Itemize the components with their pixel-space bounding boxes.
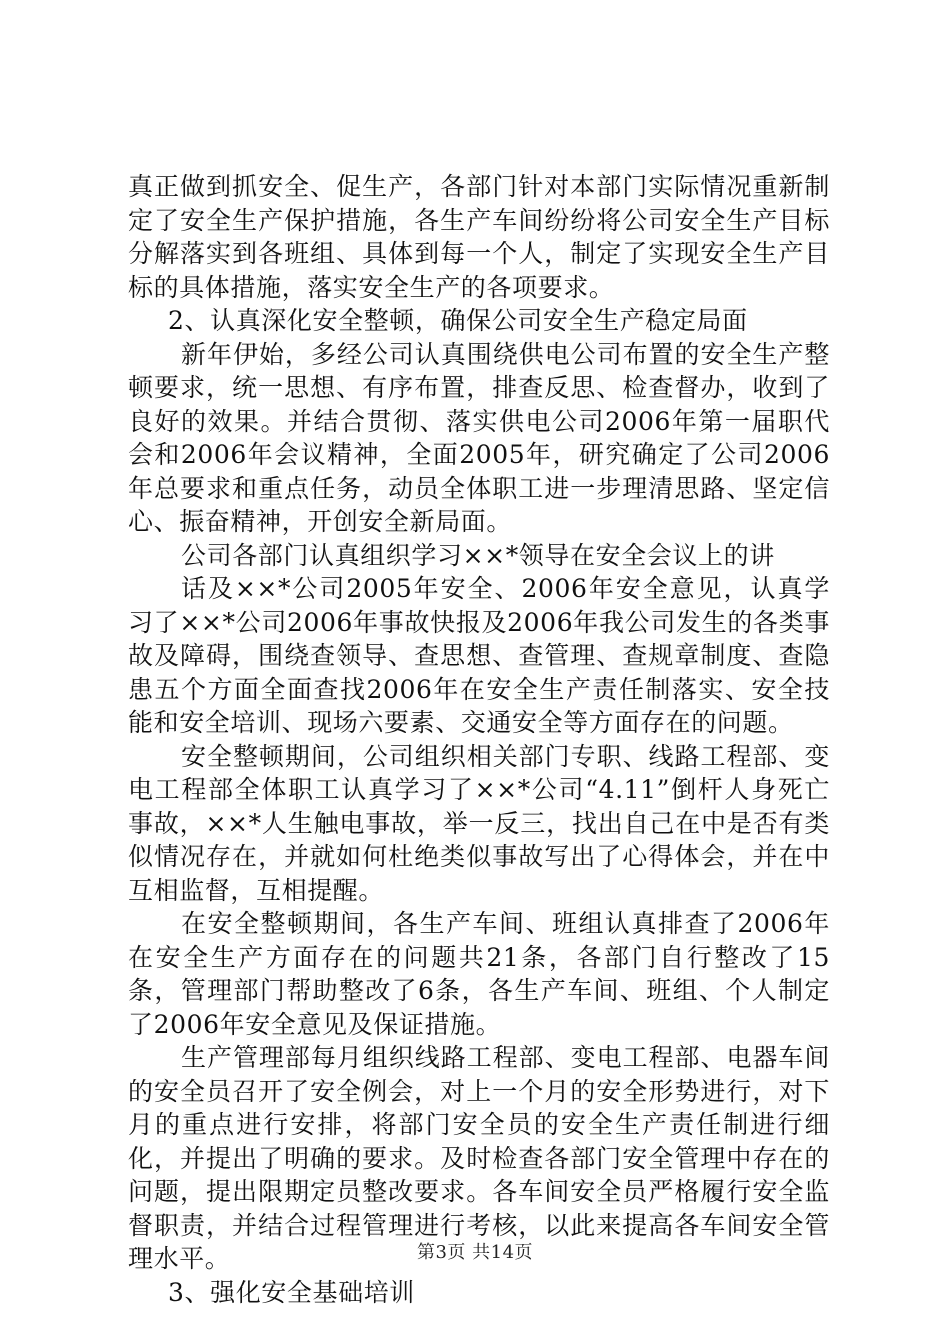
paragraph-monthly-meeting: 生产管理部每月组织线路工程部、变电工程部、电器车间的安全员召开了安全例会，对上一个月的安全形势进行，对下月的重点进行安排，将部门安全员的安全生产责任制进行细化，并提出了明确的要求。及时检查各部门安全管理中存在的问题，提出限期定员整改要求。各车间安全员严格履行安全监督职责，并结合过程管理进行考核，以此来提高各车间安全管理水平。 — [128, 1043, 830, 1273]
page-footer — [0, 1238, 950, 1264]
paragraph-1: 真正做到抓安全、促生产，各部门针对本部门实际情况重新制定了安全生产保护措施，各生产车间纷纷将公司安全生产目标分解落实到各班组、具体到每一个人，制定了实现安全生产目标的具体措施，落实安全生产的各项要求。 — [128, 172, 830, 302]
paragraph-rectification-period: 安全整顿期间，公司组织相关部门专职、线路工程部、变电工程部全体职工认真学习了××*公司“4.11”倒杆人身死亡事故，××*人生触电事故，举一反三，找出自己在中是否有类似情况存在，并就如何杜绝类似事故写出了心得体会，并在中互相监督，互相提醒。 — [128, 741, 830, 905]
page-number-label: 第3页 共14页 — [416, 1242, 534, 1263]
paragraph-study-reports: 话及××*公司2005年安全、2006年安全意见，认真学习了××*公司2006年事故快报及2006年我公司发生的各类事故及障碍，围绕查领导、查思想、查管理、查规章制度、查隐患五个方面全面查找2006年在安全生产责任制落实、安全技能和安全培训、现场六要素、交通安全等方面存在的问题。 — [128, 574, 830, 737]
paragraph-study-speech: 公司各部门认真组织学习××*领导在安全会议上的讲 — [181, 540, 775, 570]
paragraph-issue-check: 在安全整顿期间，各生产车间、班组认真排查了2006年在安全生产方面存在的问题共21条，各部门自行整改了15条，管理部门帮助整改了6条，各生产车间、班组、个人制定了2006年安全意见及保证措施。 — [128, 909, 830, 1039]
paragraph-new-year: 新年伊始，多经公司认真围绕供电公司布置的安全生产整顿要求，统一思想、有序布置，排查反思、检查督办，收到了良好的效果。并结合贯彻、落实供电公司2006年第一届职代会和2006年会议精神，全面2005年，研究确定了公司2006年总要求和重点任务，动员全体职工进一步理清思路、坚定信心、振奋精神，开创安全新局面。 — [128, 339, 830, 536]
section-heading-2: 2、认真深化安全整顿，确保公司安全生产稳定局面 — [168, 306, 748, 335]
section-heading-3: 3、强化安全基础培训 — [168, 1277, 415, 1307]
document-body — [128, 170, 830, 1309]
